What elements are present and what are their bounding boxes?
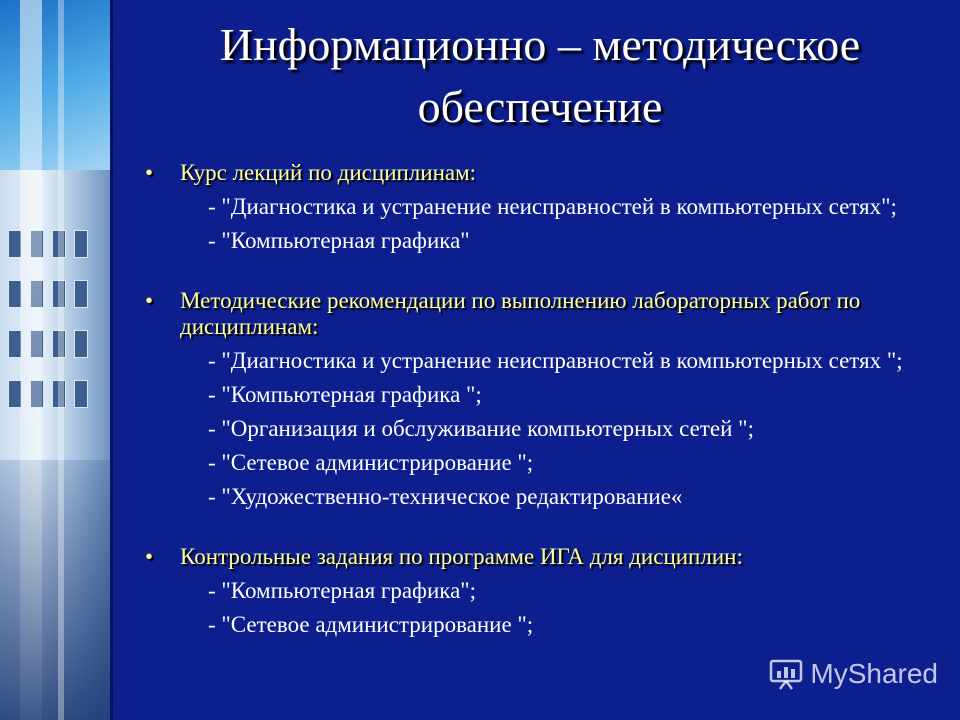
list-item: - "Диагностика и устранение неисправностей в компьютерных сетях "; [208, 348, 903, 373]
list-item: - "Художественно-техническое редактирование« [208, 484, 683, 509]
section-heading [140, 160, 940, 186]
section-heading [140, 288, 940, 340]
slide-title [120, 14, 960, 138]
window [74, 280, 88, 308]
glass-facade [0, 460, 110, 720]
list-item: - "Диагностика и устранение неисправностей в компьютерных сетях"; [208, 194, 897, 219]
bullet-icon: • [145, 544, 154, 569]
title-line-2: обеспечение [417, 81, 663, 132]
window [74, 330, 88, 358]
list-item: - "Сетевое администрирование "; [208, 450, 534, 475]
watermark [768, 658, 938, 690]
list-item: - "Компьютерная графика" [208, 228, 470, 253]
window [74, 230, 88, 258]
slide-content [140, 160, 940, 638]
watermark-text: MyShared [810, 658, 938, 689]
section-heading-text: Методические рекомендации по выполнению лабораторных работ по дисциплинам: [180, 288, 861, 339]
decorative-stripe [20, 0, 42, 720]
section-heading-text: Контрольные задания по программе ИГА для дисциплин: [180, 544, 743, 569]
section-heading-text: Курс лекций по дисциплинам: [180, 160, 477, 185]
list-item: - "Компьютерная графика "; [208, 382, 482, 407]
bullet-icon: • [145, 160, 154, 185]
list-item: - "Организация и обслуживание компьютерных сетей "; [208, 416, 754, 441]
vertical-divider [110, 0, 113, 720]
list-item: - "Компьютерная графика"; [208, 578, 477, 603]
section-heading [140, 544, 940, 570]
building-photo-strip [0, 0, 110, 720]
list-item: - "Сетевое администрирование "; [208, 612, 534, 637]
title-line-1: Информационно – методическое [219, 19, 861, 70]
decorative-stripe [58, 0, 64, 720]
window [74, 380, 88, 408]
presentation-board-icon [768, 658, 804, 690]
bullet-icon: • [145, 288, 154, 313]
